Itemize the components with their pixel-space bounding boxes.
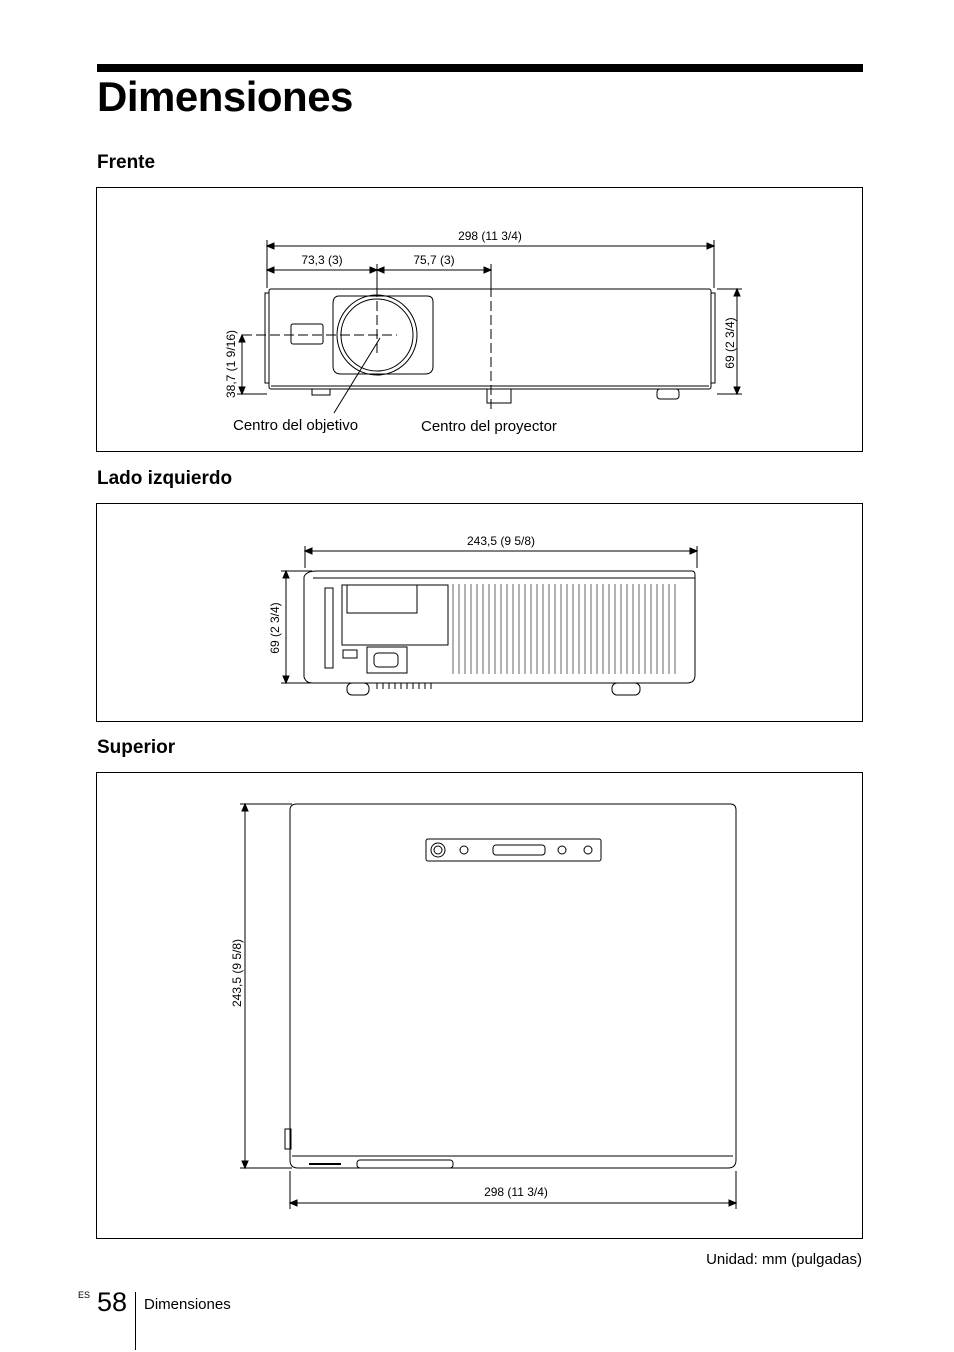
front-view-panel <box>96 187 863 452</box>
top-heading: Superior <box>97 737 176 758</box>
front-total-width-label: 298 (11 3/4) <box>458 229 522 243</box>
front-height-label: 69 (2 3/4) <box>723 317 737 369</box>
projector-center-callout: Centro del proyector <box>421 418 557 435</box>
front-lens-height-label: 38,7 (1 9/16) <box>224 329 238 399</box>
language-code: ES <box>78 1290 91 1300</box>
front-lens-to-center-label: 75,7 (3) <box>413 253 455 267</box>
left-side-height-label: 69 (2 3/4) <box>268 602 282 654</box>
left-side-view-panel <box>96 503 863 722</box>
top-view-panel <box>96 772 863 1239</box>
footer-divider <box>135 1292 136 1350</box>
top-depth-label: 243,5 (9 5/8) <box>230 938 244 1008</box>
front-view-drawing <box>97 188 864 453</box>
top-width-label: 298 (11 3/4) <box>484 1185 548 1199</box>
left-side-view-drawing <box>97 504 864 723</box>
front-heading: Frente <box>97 152 156 173</box>
front-left-to-lens-label: 73,3 (3) <box>301 253 343 267</box>
top-view-drawing <box>97 773 864 1240</box>
title-rule <box>97 64 863 72</box>
unit-note: Unidad: mm (pulgadas) <box>706 1251 862 1268</box>
left-side-depth-label: 243,5 (9 5/8) <box>466 534 536 548</box>
page-title: Dimensiones <box>97 73 353 120</box>
left-side-heading: Lado izquierdo <box>97 468 233 489</box>
lens-center-callout: Centro del objetivo <box>233 417 359 434</box>
footer-section-title: Dimensiones <box>144 1296 231 1313</box>
page-number: 58 <box>97 1287 128 1317</box>
